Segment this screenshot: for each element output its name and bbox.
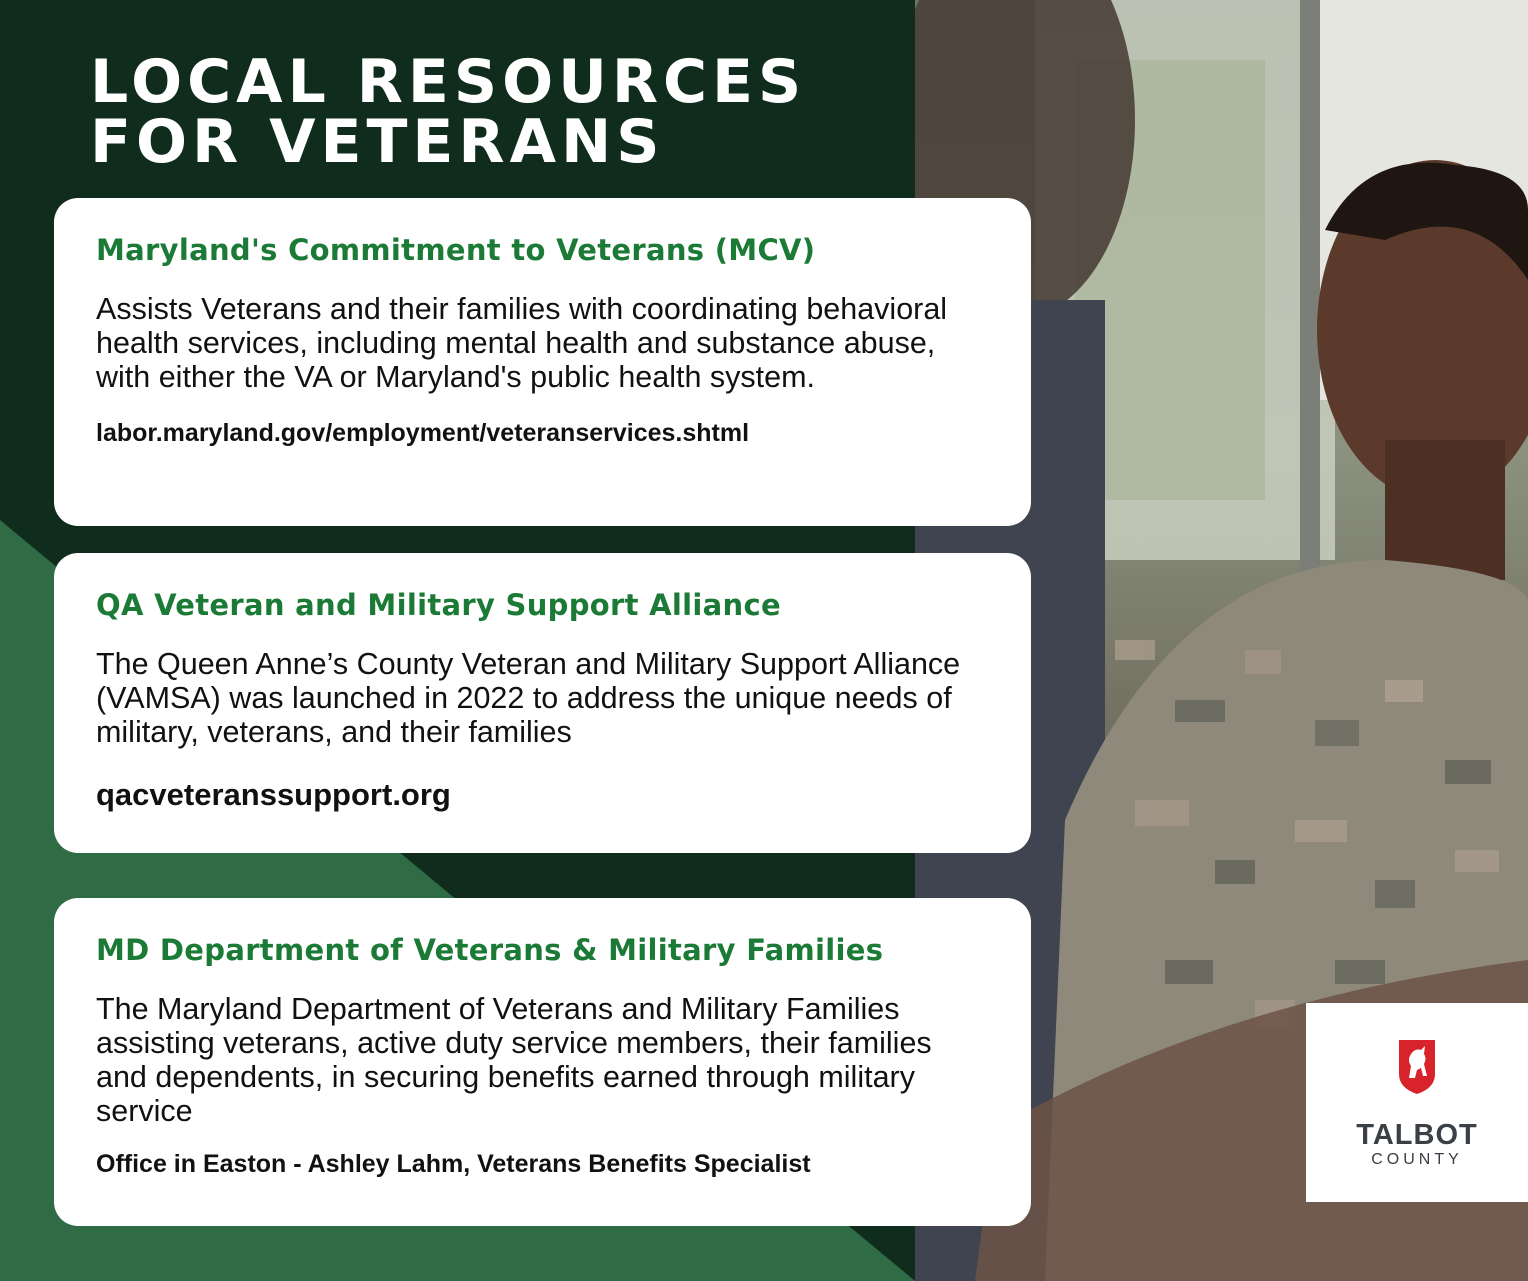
card-description: The Queen Anne’s County Veteran and Military Support Alliance (VAMSA) was launched in 2022 to address the unique needs of military, veterans, and their families: [96, 647, 961, 749]
resource-card-mcv: [54, 198, 1031, 526]
card-title: QA Veteran and Military Support Alliance: [96, 588, 781, 622]
lion-shield-icon: [1397, 1038, 1437, 1096]
resource-card-vamsa: [54, 553, 1031, 853]
card-description: The Maryland Department of Veterans and Military Families assisting veterans, active duty service members, their families and dependents, in securing benefits earned through military service: [96, 992, 932, 1128]
logo-name: TALBOT: [1356, 1119, 1478, 1151]
card-link[interactable]: qacveteranssupport.org: [96, 777, 451, 812]
page-title: [90, 47, 890, 177]
talbot-county-logo: [1306, 1003, 1528, 1202]
card-title: MD Department of Veterans & Military Families: [96, 933, 884, 967]
page-title-line-1: LOCAL RESOURCES: [90, 47, 807, 117]
page-title-line-2: FOR VETERANS: [90, 107, 665, 177]
logo-subtitle: COUNTY: [1371, 1151, 1463, 1168]
card-contact: Office in Easton - Ashley Lahm, Veterans Benefits Specialist: [96, 1150, 811, 1178]
card-link[interactable]: labor.maryland.gov/employment/veteranservices.shtml: [96, 419, 750, 447]
resource-card-md-dept: [54, 898, 1031, 1226]
card-description: Assists Veterans and their families with coordinating behavioral health services, including mental health and substance abuse, with either the VA or Maryland's public health system.: [96, 292, 948, 394]
card-title: Maryland's Commitment to Veterans (MCV): [96, 233, 816, 267]
